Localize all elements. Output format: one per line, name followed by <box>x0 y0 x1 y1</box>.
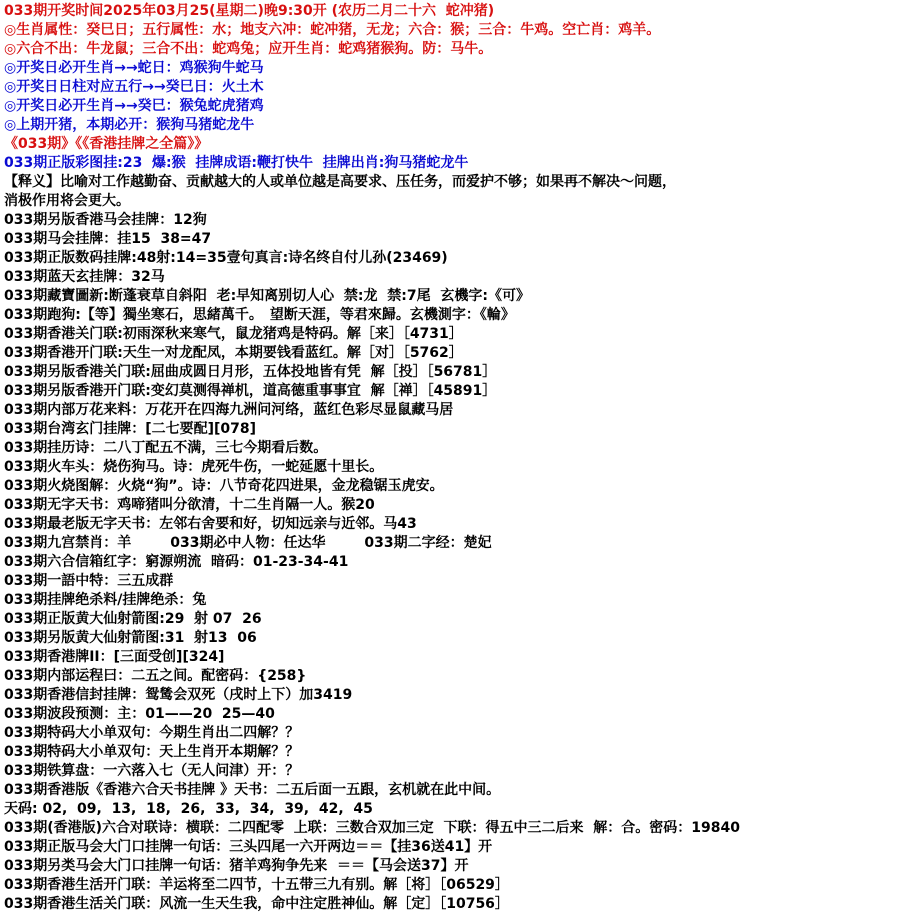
attribute-line-2: ◎六合不出：牛龙鼠；三合不出：蛇鸡兔；应开生肖：蛇鸡猪猴狗。防：马牛。 <box>4 41 493 57</box>
entry-wave-forecast: 033期波段预测：主：01——20 25—40 <box>4 706 275 722</box>
entry-alt-hk-opening-couplet: 033期另版香港开门联:变幻莫测得禅机，道高德重事事宜 解［禅］［45891］ <box>4 383 497 399</box>
entry-taiwan-board: 033期台湾玄门挂牌：[二七要配][078] <box>4 421 257 437</box>
entry-nine-palace-ban: 033期九宫禁肖：羊 033期必中人物：任达华 033期二字经：楚妃 <box>4 535 492 551</box>
entry-sky-codes: 天码: 02, 09, 13, 18, 26, 33, 34, 39, 42, 45 <box>4 801 373 817</box>
entry-bluesky-board: 033期蓝天玄挂牌：32马 <box>4 269 165 285</box>
entry-gate-board-phrase: 033期正版马会大门口挂牌一句话：三头四尾一六开两边＝＝【挂36送41】开 <box>4 839 493 855</box>
entry-size-parity-phrase-1: 033期特码大小单双句：今期生肖出二四解？？ <box>4 725 300 741</box>
entry-main-board: 033期正版彩图挂:23 爆:猴 挂牌成语:鞭打快牛 挂牌出肖:狗马猪蛇龙牛 <box>4 155 469 171</box>
entry-size-parity-phrase-2: 033期特码大小单双句：天上生肖开本期解？？ <box>4 744 300 760</box>
entry-wordless-book: 033期无字天书：鸡啼猪叫分欲清，十二生肖隔一人。猴20 <box>4 497 375 513</box>
entry-internal-flower-material: 033期内部万花来料：万花开在四海九洲问河络，蓝红色彩尽显鼠藏马居 <box>4 402 454 418</box>
entry-hk-sky-book: 033期香港版《香港六合天书挂牌 》天书：二五后面一五跟，玄机就在此中间。 <box>4 782 501 798</box>
entry-couplet-poem: 033期(香港版)六合对联诗：横联：二四配零 上联：三数合双加三定 下联：得五中三二后来 解：合。密码：19840 <box>4 820 740 836</box>
entry-life-closing-couplet: 033期香港生活关门联：风流一生天生我，命中注定胜神仙。解［定］［10756］ <box>4 896 509 912</box>
attribute-line-4: ◎开奖日日柱对应五行→→癸巳日：火土木 <box>4 79 264 95</box>
entry-horse-board: 033期马会挂牌：挂15 38=47 <box>4 231 212 247</box>
entry-hk-board-two: 033期香港牌II：[三面受创][324] <box>4 649 225 665</box>
section-title: 《033期》《《香港挂牌之全篇》》 <box>4 136 209 152</box>
entry-hk-opening-couplet: 033期香港开门联:天生一对龙配凤，本期要钱看蓝红。解［对］［5762］ <box>4 345 463 361</box>
entry-calendar-poem: 033期挂历诗：二八丁配五不满，三七今期看后数。 <box>4 440 328 456</box>
entry-alt-hk-closing-couplet: 033期另版香港关门联:屈曲成圆日月形，五体投地皆有凭 解［投］［56781］ <box>4 364 497 380</box>
entry-life-opening-couplet: 033期香港生活开门联：羊运将至二四节，十五带三九有别。解［将］［06529］ <box>4 877 509 893</box>
entry-board-kill-material: 033期挂牌绝杀料/挂牌绝杀：兔 <box>4 592 207 608</box>
entry-oldest-wordless-book: 033期最老版无字天书：左邻右舍要和好，切知远亲与近邻。马43 <box>4 516 417 532</box>
entry-alt-gate-board-phrase: 033期另类马会大门口挂牌一句话：猪羊鸡狗争先来 ＝＝【马会送37】开 <box>4 858 469 874</box>
entry-train-head: 033期火车头：烧伤狗马。诗：虎死牛伤，一蛇延愿十里长。 <box>4 459 384 475</box>
entry-explanation-2: 消极作用将会更大。 <box>4 193 130 209</box>
attribute-line-5: ◎开奖日必开生肖→→癸巳：猴兔蛇虎猪鸡 <box>4 98 264 114</box>
entry-iron-abacus: 033期铁算盘：一六落入七（无人问津）开：？ <box>4 763 300 779</box>
entry-internal-fortune: 033期内部运程曰：二五之间。配密码：{258} <box>4 668 307 684</box>
entry-alt-hk-board: 033期另版香港马会挂牌：12狗 <box>4 212 207 228</box>
attribute-line-1: ◎生肖属性：癸巳日；五行属性：水；地支六冲：蛇冲猪，无龙；六合：猴；三合：牛鸡。空亡肖：鸡羊。 <box>4 22 661 38</box>
entry-hk-closing-couplet: 033期香港关门联:初雨深秋来寒气，鼠龙猪鸡是特码。解［来］［4731］ <box>4 326 463 342</box>
entry-fire-picture: 033期火烧图解：火烧“狗”。诗：八节奇花四进果，金龙稳锯玉虎安。 <box>4 478 444 494</box>
entry-alt-huangdaxian-arrow: 033期另版黄大仙射箭图:31 射13 06 <box>4 630 257 646</box>
entry-running-dog: 033期跑狗:【等】獨坐寒石，思緒萬千。 望断天涯，等君來歸。玄機測字：《輪》 <box>4 307 515 323</box>
entry-treasure-map: 033期藏寶圖新:断蓬衰草自斜阳 老:早知离别切人心 禁:龙 禁:7尾 玄機字:《可》 <box>4 288 530 304</box>
entry-explanation-1: 【释义】比喻对工作越勤奋、贡献越大的人或单位越是高要求、压任务，而爱护不够；如果再不解决～问题， <box>4 174 676 190</box>
entry-one-phrase: 033期一語中特：三五成群 <box>4 573 174 589</box>
entry-envelope-board: 033期香港信封挂牌：鸳鸶会双死（戌时上下）加3419 <box>4 687 353 703</box>
draw-time-header: 033期开奖时间2025年03月25(星期二)晚9:30开 (农历二月二十六 蛇冲猪) <box>4 3 495 19</box>
entry-mailbox-red-text: 033期六合信箱红字：窮源朔流 暗码：01-23-34-41 <box>4 554 349 570</box>
attribute-line-3: ◎开奖日必开生肖→→蛇日：鸡猴狗牛蛇马 <box>4 60 264 76</box>
attribute-line-6: ◎上期开猪，本期必开：猴狗马猪蛇龙牛 <box>4 117 255 133</box>
entry-digital-board: 033期正版数码挂牌:48射:14=35壹句真言:诗名终自付儿孙(23469) <box>4 250 448 266</box>
entry-huangdaxian-arrow: 033期正版黄大仙射箭图:29 射 07 26 <box>4 611 262 627</box>
